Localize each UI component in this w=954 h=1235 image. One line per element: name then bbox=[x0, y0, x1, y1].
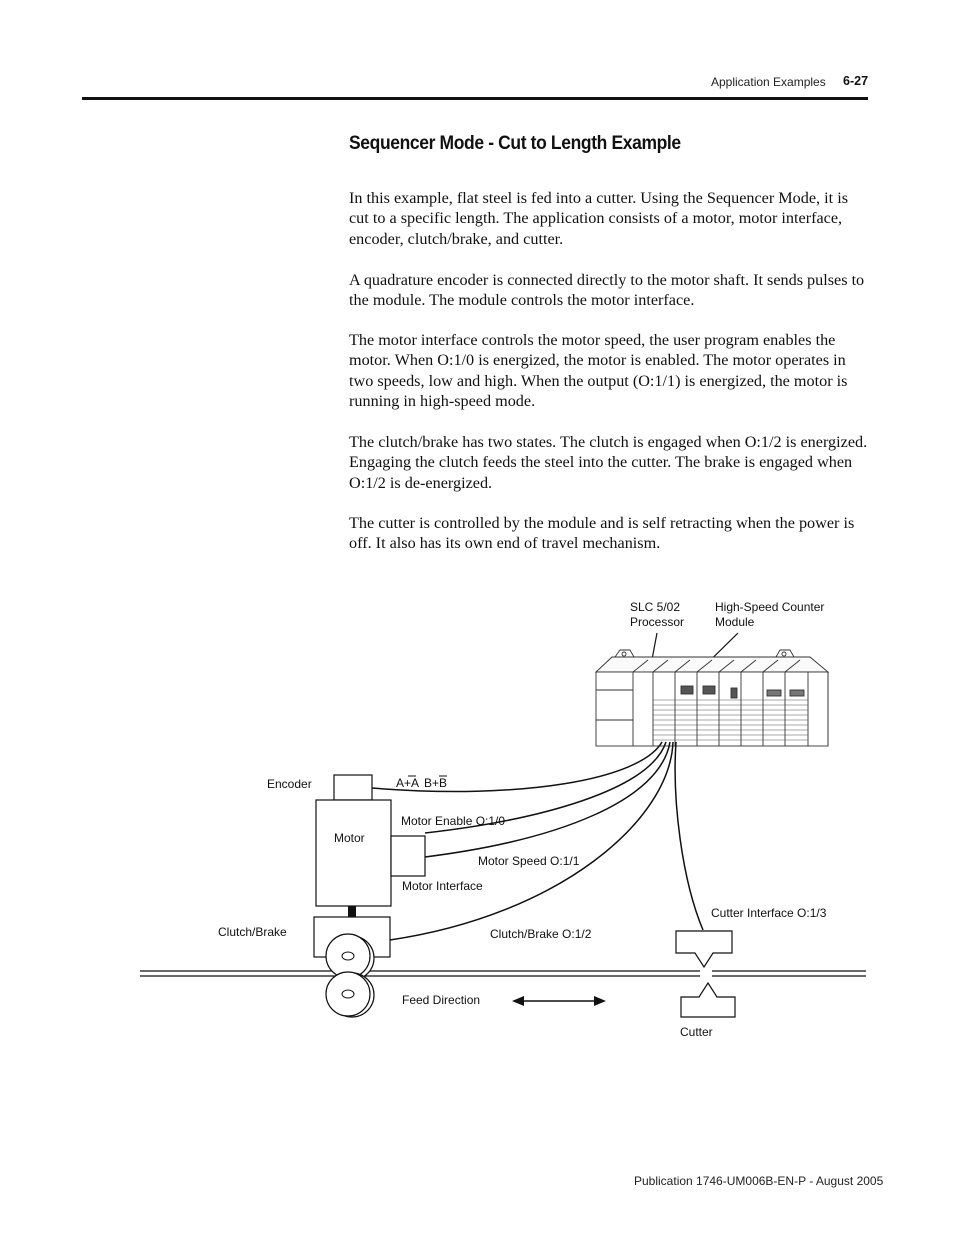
body-paragraph: A quadrature encoder is connected directly to the motor shaft. It sends pulses to the module. The module controls the motor interface. bbox=[349, 271, 865, 310]
motor-label: Motor bbox=[334, 831, 365, 845]
clutch-brake-label: Clutch/Brake bbox=[218, 925, 287, 939]
running-header-section: Application Examples bbox=[711, 75, 826, 89]
cutter-interface-label: Cutter Interface O:1/3 bbox=[711, 906, 827, 920]
body-paragraph: The cutter is controlled by the module and is self retracting when the power is off. It also has its own end of travel mechanism. bbox=[349, 514, 855, 553]
motor-interface-box bbox=[391, 836, 425, 876]
cutter-lower-blade bbox=[681, 983, 735, 1017]
encoder-box bbox=[334, 775, 372, 800]
clutch-brake-output-label: Clutch/Brake O:1/2 bbox=[490, 927, 592, 941]
motor-interface-label: Motor Interface bbox=[402, 879, 483, 893]
processor-label-line1: SLC 5/02 bbox=[630, 600, 681, 614]
module-label-line2: Module bbox=[715, 615, 755, 629]
body-paragraph: The motor interface controls the motor speed, the user program enables the motor. When O:1/0 is energized, the motor is enabled. The motor operates in two speeds, low and high. When the output (O:1/1) is energized, the motor is running in high-speed mode. bbox=[349, 331, 848, 411]
feed-roller-bottom bbox=[326, 972, 374, 1017]
body-paragraph: The clutch/brake has two states. The clutch is engaged when O:1/2 is energized. Engaging the clutch feeds the steel into the cutter. The brake is engaged when O:1/2 is de-energized. bbox=[349, 433, 868, 492]
section-title: Sequencer Mode - Cut to Length Example bbox=[349, 133, 681, 154]
encoder-signals-b: B+B bbox=[424, 776, 448, 790]
cutter-upper-blade bbox=[676, 931, 732, 967]
module-label-line1: High-Speed Counter bbox=[715, 600, 825, 614]
page-number: 6-27 bbox=[843, 74, 869, 88]
cut-to-length-diagram bbox=[0, 590, 954, 1050]
cutter-label: Cutter bbox=[680, 1025, 713, 1039]
body-paragraph: In this example, flat steel is fed into a cutter. Using the Sequencer Mode, it is cut to a specific length. The application consists of a motor, motor interface, encoder, clutch/brake, and cutter. bbox=[349, 189, 848, 248]
publication-footer: Publication 1746-UM006B-EN-P - August 2005 bbox=[634, 1174, 884, 1188]
encoder-signals-a: A+A bbox=[396, 776, 420, 790]
encoder-label: Encoder bbox=[267, 777, 312, 791]
feed-direction-label: Feed Direction bbox=[402, 993, 481, 1007]
motor-box bbox=[316, 800, 391, 906]
feed-direction-arrow bbox=[512, 996, 606, 1006]
steel-strip bbox=[140, 971, 866, 976]
motor-shaft bbox=[348, 906, 356, 917]
motor-speed-label: Motor Speed O:1/1 bbox=[478, 854, 580, 868]
slc-chassis bbox=[596, 650, 828, 746]
motor-enable-label: Motor Enable O:1/0 bbox=[401, 814, 506, 828]
processor-label-line2: Processor bbox=[630, 615, 685, 629]
header-rule bbox=[82, 97, 868, 100]
